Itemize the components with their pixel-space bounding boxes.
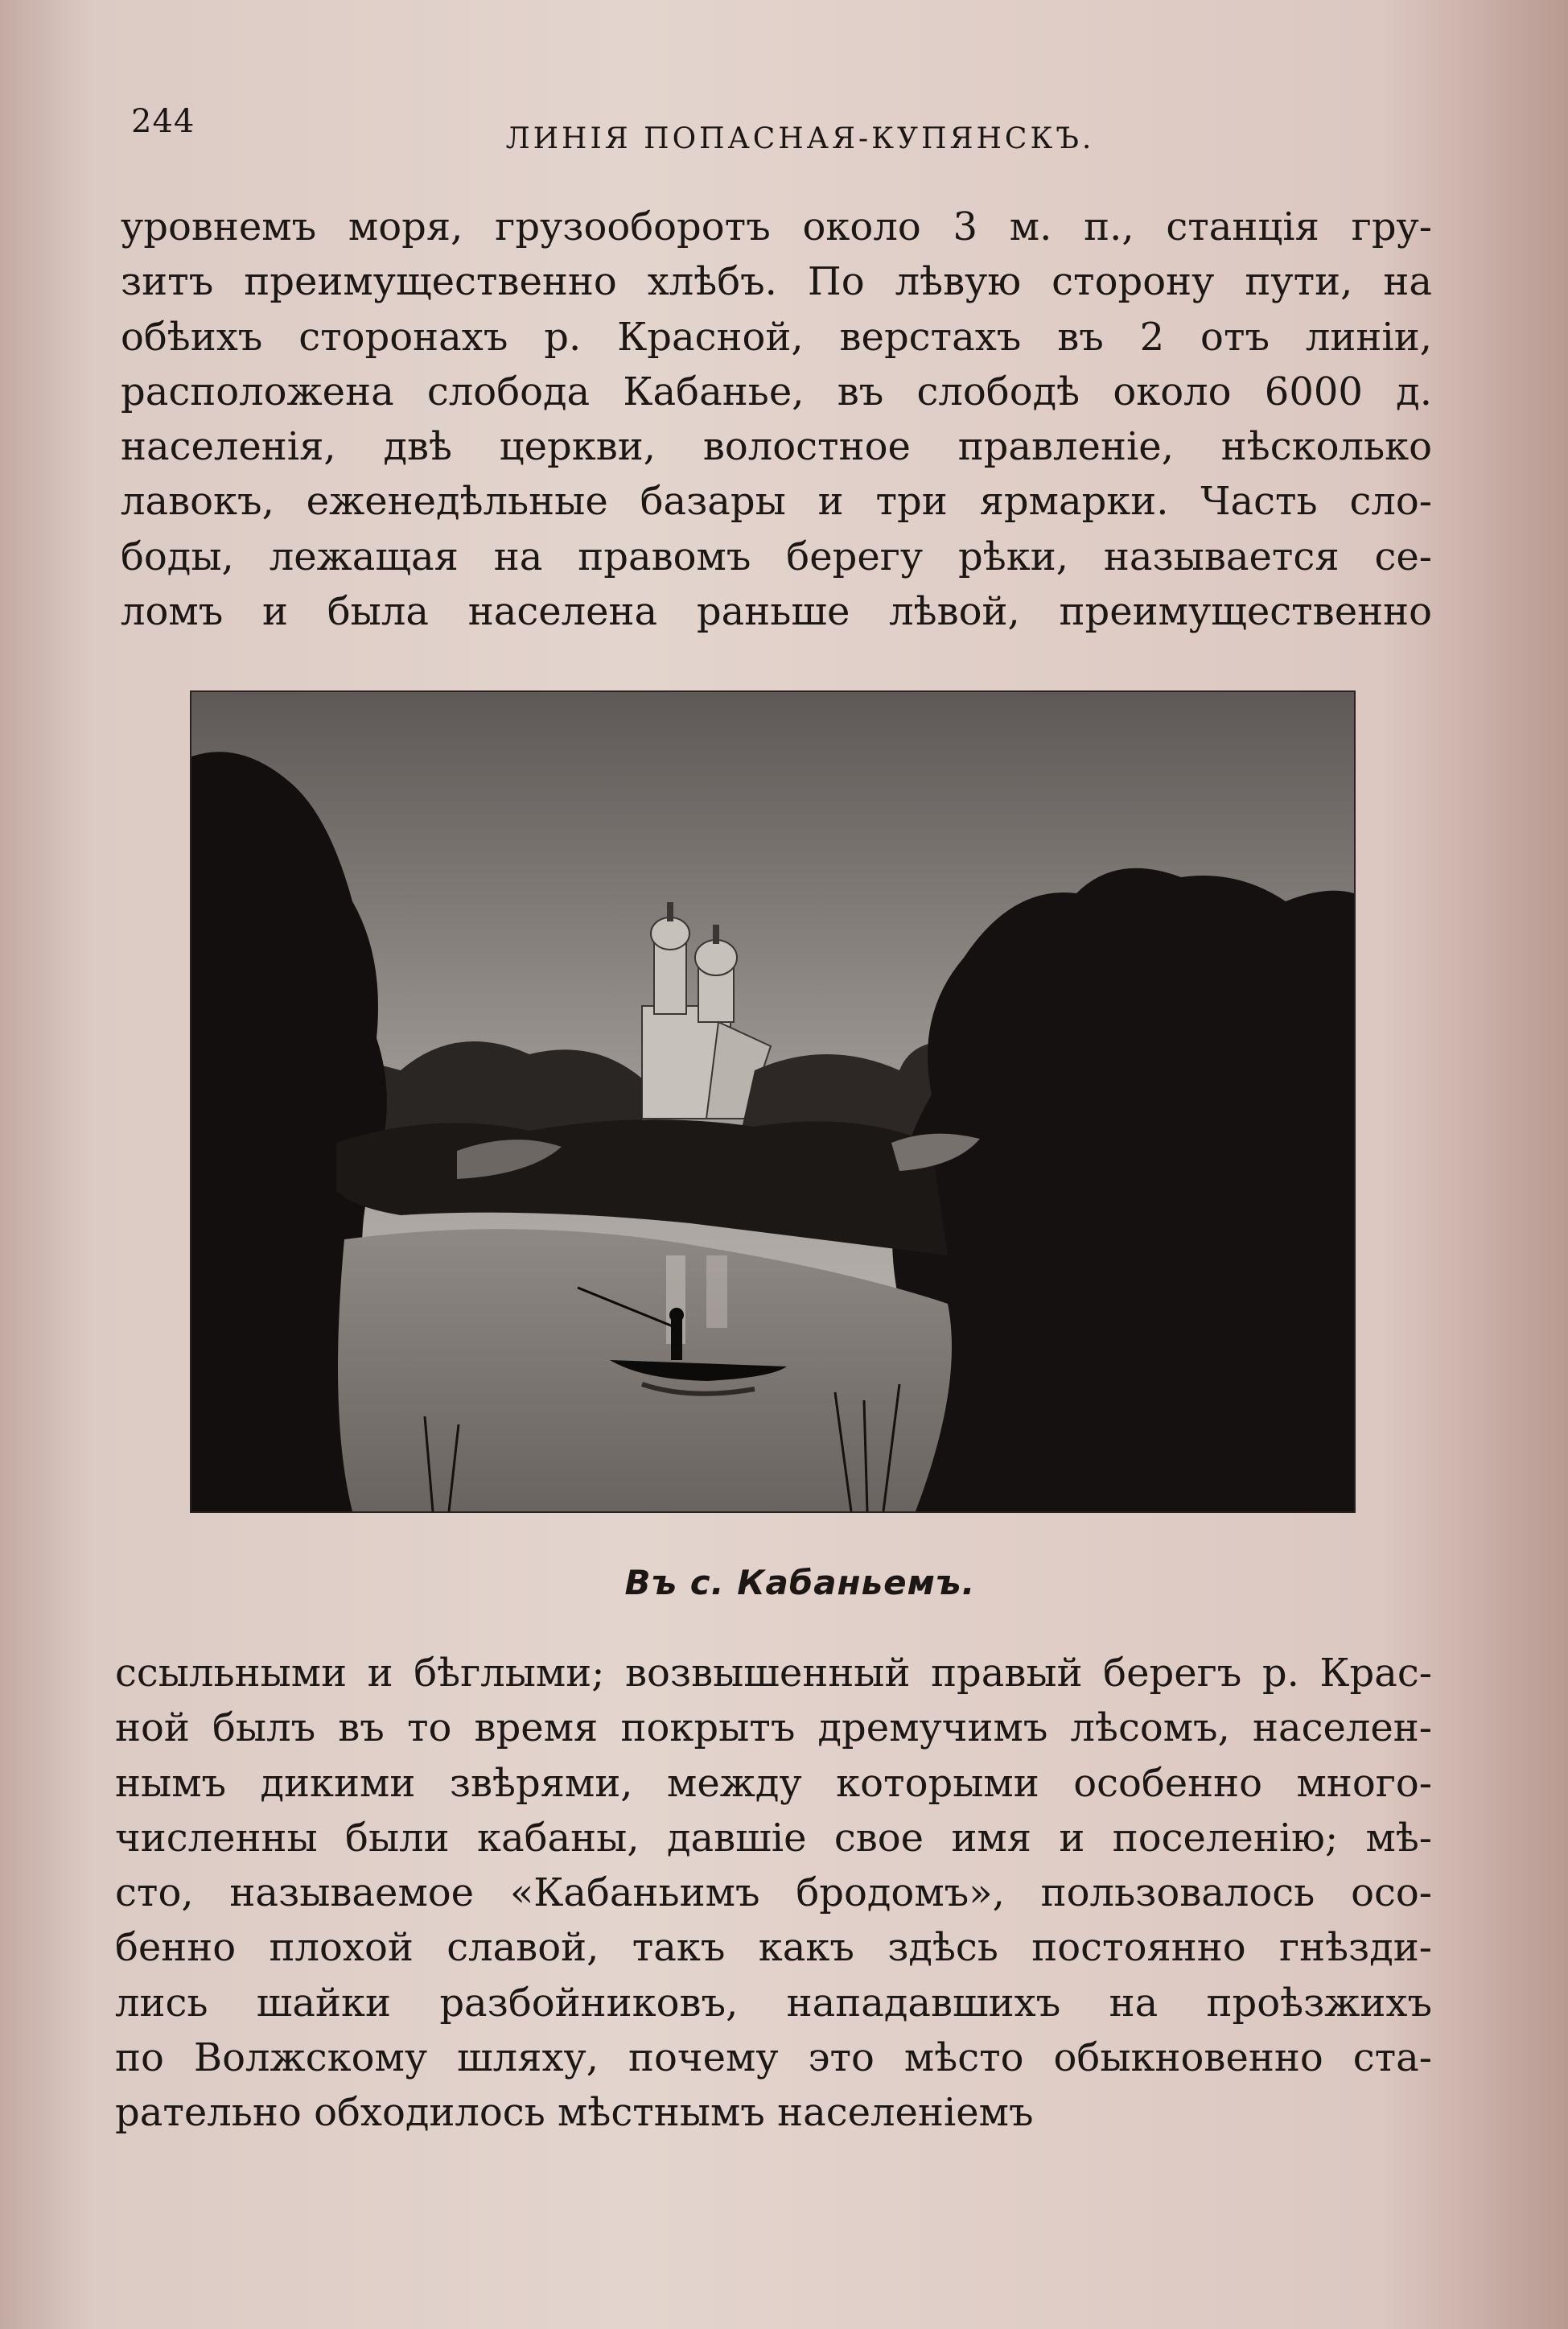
photo-illustration [191, 692, 1354, 1511]
text-line: расположена слобода Кабанье, въ слободѣ около 6000 д. [121, 369, 1432, 414]
text-line: населенія, двѣ церкви, волостное правленіе, нѣсколько [121, 424, 1432, 470]
text-line: рательно обходилось мѣстнымъ населеніемъ [115, 2090, 1034, 2136]
top-paragraph [121, 200, 1432, 639]
text-line: по Волжскому шляху, почему это мѣсто обыкновенно ста- [115, 2035, 1432, 2081]
bottom-paragraph [115, 1646, 1432, 2141]
text-line: лавокъ, еженедѣльные базары и три ярмарки. Часть сло- [121, 479, 1432, 525]
text-line: зитъ преимущественно хлѣбъ. По лѣвую сторону пути, на [121, 259, 1432, 305]
text-line: сто, называемое «Кабаньимъ бродомъ», пользовалось осо- [115, 1870, 1432, 1916]
text-line: численны были кабаны, давшіе свое имя и поселенію; мѣ- [115, 1815, 1432, 1861]
text-line: ной былъ въ то время покрытъ дремучимъ лѣсомъ, населен- [115, 1705, 1432, 1751]
text-line: ломъ и была населена раньше лѣвой, преимущественно [121, 589, 1432, 635]
text-line: нымъ дикими звѣрями, между которыми особенно много- [115, 1760, 1432, 1806]
figure-caption: Въ с. Кабаньемъ. [624, 1563, 976, 1602]
river-church-photograph [191, 692, 1354, 1511]
text-line: ссыльными и бѣглыми; возвышенный правый берегъ р. Крас- [115, 1651, 1432, 1696]
page-number: 244 [131, 103, 195, 140]
text-line: бенно плохой славой, такъ какъ здѣсь постоянно гнѣзди- [115, 1925, 1432, 1971]
text-line: боды, лежащая на правомъ берегу рѣки, называется се- [121, 534, 1432, 579]
running-head: ЛИНІЯ ПОПАСНАЯ-КУПЯНСКЪ. [505, 122, 1095, 155]
text-line: обѣихъ сторонахъ р. Красной, верстахъ въ 2 отъ линіи, [121, 314, 1432, 360]
text-line: уровнемъ моря, грузооборотъ около 3 м. п., станція гру- [121, 204, 1432, 249]
text-line: лись шайки разбойниковъ, нападавшихъ на проѣзжихъ [115, 1980, 1432, 2026]
